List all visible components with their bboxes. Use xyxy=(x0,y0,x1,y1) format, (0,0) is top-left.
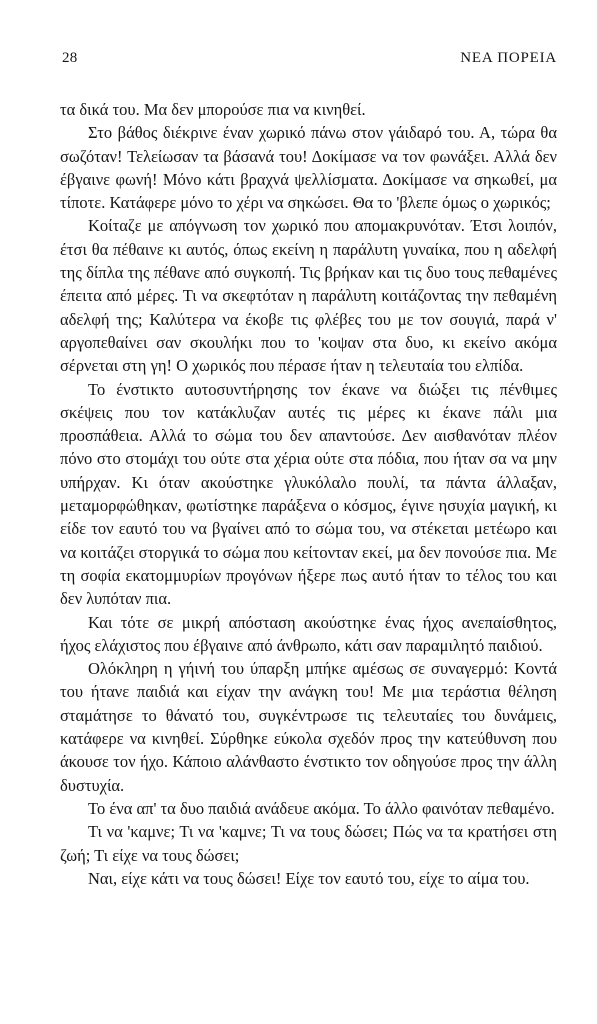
page-header xyxy=(62,50,557,72)
paragraph: Το ένστικτο αυτοσυντήρησης τον έκανε να διώξει τις πένθιμες σκέψεις που τον κατάκλυζαν αυτές τις μέρες κι έκανε πάλι μια προσπάθεια. Αλλά το σώμα του δεν απαντούσε. Δεν αισθανόταν πλέον πόνο στο στομάχι του ούτε στα χέρια ούτε στα πόδια, που ήταν σα να μην υπήρχαν. Κι όταν ακούστηκε γλυκόλαλο πουλί, τα πάντα άλλαξαν, μεταμορφώθηκαν, φωτίστηκε παράξενα ο κόσμος, έγινε ησυχία μαγική, κι είδε τον εαυτό του να βγαίνει από το σώμα του, να στέκεται μετέωρο και να κοιτάζει στοργικά το σώμα που κείτονταν εκεί, μα δεν πονούσε πια. Με τη σοφία εκατομμυρίων προγόνων ήξερε πως αυτό ήταν το τέλος του και δεν λυπόταν πια. xyxy=(60,379,557,609)
paragraph: Ολόκληρη η γήινή του ύπαρξη μπήκε αμέσως σε συναγερμό: Κοντά του ήτανε παιδιά και είχαν την ανάγκη του! Με μια τεράστια θέληση σταμάτησε το θάνατό του, συγκέντρωσε τις τελευταίες του δυνάμεις, κατάφερε να κινηθεί. Σύρθηκε εύκολα σχεδόν προς την κατεύθυνση που άκουσε τον ήχο. Κάποιο αλάνθαστο ένστικτο τον οδηγούσε προς την άλλη δυστυχία. xyxy=(60,659,557,795)
paragraph: Και τότε σε μικρή απόσταση ακούστηκε ένας ήχος ανεπαίσθητος, ήχος ελάχιστος που έβγαινε από άνθρωπο, κάτι σαν παραμιλητό παιδιού. xyxy=(60,612,557,655)
paragraph: Το ένα απ' τα δυο παιδιά ανάδευε ακόμα. Το άλλο φαινόταν πεθαμένο. xyxy=(88,798,555,818)
paragraph: Στο βάθος διέκρινε έναν χωρικό πάνω στον γάιδαρό του. Α, τώρα θα σωζόταν! Τελείωσαν τα βάσανά του! Δοκίμασε να τον φωνάξει. Αλλά δεν έβγαινε φωνή! Μόνο κάτι βραχνά ψελλίσματα. Δοκίμασε να σηκωθεί, μα τίποτε. Κατάφερε μόνο το χέρι να σηκώσει. Θα το 'βλεπε όμως ο χωρικός; xyxy=(60,123,557,213)
paragraph: Ναι, είχε κάτι να τους δώσει! Είχε τον εαυτό του, είχε το αίμα του. xyxy=(88,868,530,888)
paragraph: Τι να 'καμνε; Τι να 'καμνε; Τι να τους δώσει; Πώς να τα κρατήσει στη ζωή; Τι είχε να τους δώσει; xyxy=(60,822,557,865)
paragraph: Κοίταζε με απόγνωση τον χωρικό που απομακρυνόταν. Έτσι λοιπόν, έτσι θα πέθαινε κι αυτός, όπως εκείνη η παράλυτη γυναίκα, που η αδελφή της δίπλα της πέθανε από συγκοπή. Τις βρήκαν και τις δυο τους πεθαμένες έπειτα από μέρες. Τι να σκεφτόταν η παράλυτη κοιτάζοντας την πεθαμένη αδελφή της; Καλύτερα να έκοβε τις φλέβες του με τον σουγιά, παρά ν' αργοπεθαίνει σαν σκουλήκι που το 'κοψαν στα δυο, κι εκείνο ακόμα σέρνεται στη γη! Ο χωρικός που πέρασε ήταν η τελευταία του ελπίδα. xyxy=(60,216,557,376)
paragraph-continued: τα δικά του. Μα δεν μπορούσε πια να κινηθεί. xyxy=(60,100,366,119)
body-text xyxy=(60,98,557,890)
running-title: ΝΕΑ ΠΟΡΕΙΑ xyxy=(460,50,557,66)
page-number: 28 xyxy=(62,50,78,66)
